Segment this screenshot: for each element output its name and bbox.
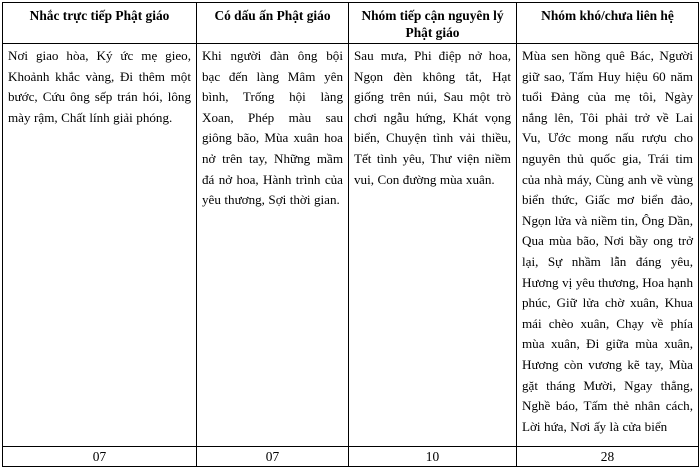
count-buddhist-principles: 10 [349,447,517,467]
count-direct-buddhism: 07 [3,447,197,467]
header-direct-buddhism: Nhắc trực tiếp Phật giáo [3,3,197,44]
cell-buddhist-imprint-titles: Khi người đàn ông bội bạc đến làng Mâm yên bình, Trống hội làng Xoan, Phép màu sau giông bão, Mùa xuân hoa nở trên tay, Những mầm đá nở hoa, Hành trình của yêu thương, Sợi thời gian. [197,44,349,447]
header-unrelated: Nhóm khó/chưa liên hệ [517,3,699,44]
count-buddhist-imprint: 07 [197,447,349,467]
table-row [3,44,699,447]
classification-table [2,2,699,467]
header-buddhist-principles: Nhóm tiếp cận nguyên lý Phật giáo [349,3,517,44]
header-buddhist-imprint: Có dấu ấn Phật giáo [197,3,349,44]
table-count-row [3,447,699,467]
count-unrelated: 28 [517,447,699,467]
table-header-row [3,3,699,44]
cell-buddhist-principles-titles: Sau mưa, Phi điệp nở hoa, Ngọn đèn không tắt, Hạt giống trên núi, Sau một trò chơi ngẫu hứng, Khát vọng biển, Chuyện tình vải thiều, Tết tình yêu, Thư viện niềm vui, Con đường mùa xuân. [349,44,517,447]
cell-direct-buddhism-titles: Nơi giao hòa, Ký ức mẹ gieo, Khoảnh khắc vàng, Đi thêm một bước, Cứu ông sếp trán hói, lông mày rậm, Chất lính giải phóng. [3,44,197,447]
cell-unrelated-titles: Mùa sen hồng quê Bác, Người giữ sao, Tấm Huy hiệu 60 năm tuổi Đảng của mẹ tôi, Ngày nắng lên, Tôi phải trở về Lai Vu, Ước mong nấu rượu cho nguyên thủ quốc gia, Trái tim của nhà máy, Cùng anh về vùng biển thức, Giấc mơ biển đảo, Ngọn lửa và niềm tin, Ông Dần, Qua mùa bão, Nơi bầy ong trở lại, Sự nhầm lẫn đáng yêu, Hương vị yêu thương, Hoa hạnh phúc, Giữ lửa chờ xuân, Khua mái chèo xuân, Chạy về phía mùa xuân, Đi giữa mùa xuân, Hương còn vương kẽ tay, Mùa gặt tháng Mười, Ngay thẳng, Nghề báo, Tấm thẻ nhân cách, Lời hứa, Nơi ấy là cửa biển [517,44,699,447]
